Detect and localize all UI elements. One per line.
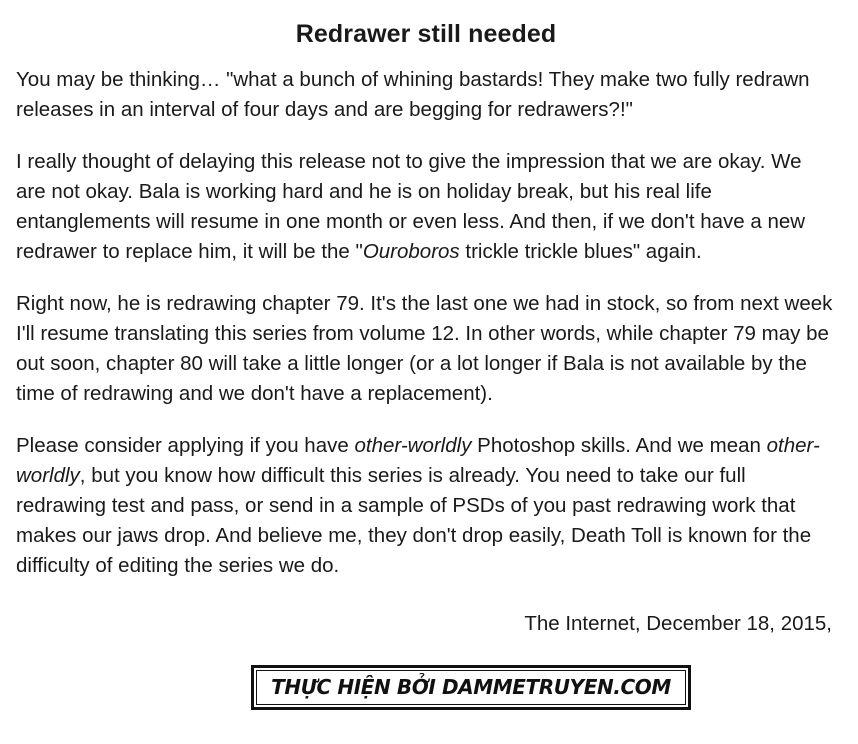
watermark-container <box>16 665 836 710</box>
paragraph-4-text: Please consider applying if you have other-worldly Photoshop skills. And we mean other-worldly, but you know how difficult this series is already. You need to take our full redrawing test and pass, or send in a sample of PSDs of you past redrawing work that makes our jaws drop. And believe me, they don't drop easily, Death Toll is known for the difficulty of editing the series we do. <box>16 434 820 577</box>
paragraph-3-text: Right now, he is redrawing chapter 79. It's the last one we had in stock, so from next week I'll resume translating this series from volume 12. In other words, while chapter 79 may be out soon, chapter 80 will take a little longer (or a lot longer if Bala is not available by the time of redrawing and we don't have a replacement). <box>16 292 833 405</box>
paragraph-3 <box>16 289 836 409</box>
signature-line: The Internet, December 18, 2015, <box>524 612 832 635</box>
watermark-stamp-inner <box>256 670 686 705</box>
paragraph-1-text: You may be thinking… "what a bunch of whining bastards! They make two fully redrawn releases in an interval of four days and are begging for redrawers?!" <box>16 68 810 121</box>
paragraph-2-text: I really thought of delaying this release not to give the impression that we are okay. We are not okay. Bala is working hard and he is on holiday break, but his real life entanglements will resume in one month or even less. And then, if we don't have a new redrawer to replace him, it will be the "Ouroboros trickle trickle blues" again. <box>16 150 806 263</box>
paragraph-1 <box>16 65 836 125</box>
watermark-stamp <box>251 665 691 710</box>
paragraph-4 <box>16 431 836 581</box>
paragraph-2 <box>16 147 836 267</box>
page-title: Redrawer still needed <box>295 20 557 48</box>
watermark-text: THỰC HIỆN BỞI DAMMETRUYEN.COM <box>271 675 671 699</box>
